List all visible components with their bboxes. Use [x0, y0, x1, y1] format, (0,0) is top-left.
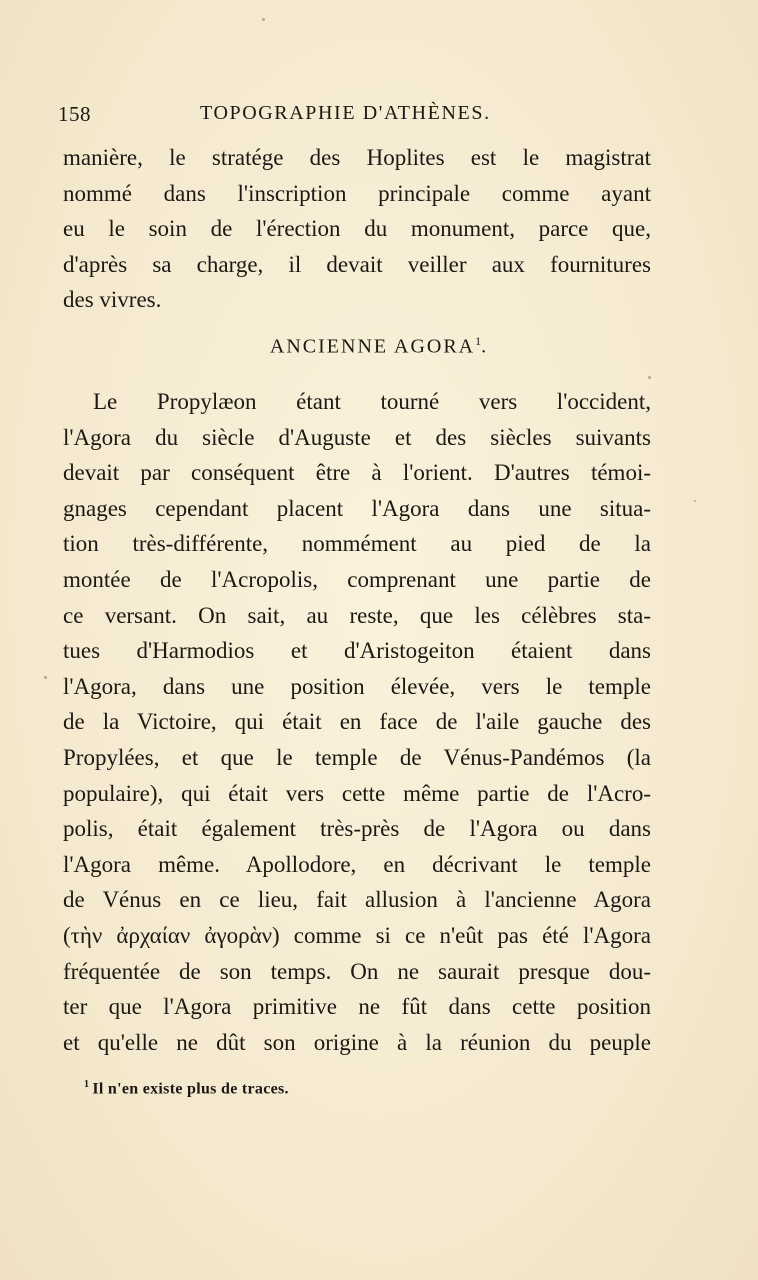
paper-speck — [648, 376, 651, 379]
text-line: l'Agora, dans une position élevée, vers le temple — [63, 673, 651, 699]
section-heading — [0, 334, 758, 359]
text-line: populaire), qui était vers cette même partie de l'Acro- — [63, 780, 651, 806]
text-line: devait par conséquent être à l'orient. D'autres témoi- — [63, 460, 651, 486]
text-line: (τὴν ἀρχαίαν ἀγορὰν) comme si ce n'eût pas été l'Agora — [63, 922, 651, 948]
text-line: polis, était également très-près de l'Agora ou dans — [63, 816, 651, 842]
page-number: 158 — [58, 102, 91, 126]
paragraph-1 — [63, 140, 651, 318]
paper-speck — [694, 500, 696, 502]
text-line: ce versant. On sait, au reste, que les célèbres sta- — [63, 602, 651, 628]
text-line: des vivres. — [63, 287, 162, 313]
text-line: l'Agora même. Apollodore, en décrivant le temple — [63, 851, 651, 877]
text-line: eu le soin de l'érection du monument, parce que, — [63, 216, 651, 242]
paper-speck — [262, 18, 265, 21]
text-line: d'après sa charge, il devait veiller aux fournitures — [63, 251, 651, 277]
text-line: de Vénus en ce lieu, fait allusion à l'ancienne Agora — [63, 887, 651, 913]
paragraph-2 — [63, 384, 651, 1060]
text-line: fréquentée de son temps. On ne saurait presque dou- — [63, 958, 651, 984]
text-line: ter que l'Agora primitive ne fût dans cette position — [63, 994, 651, 1020]
section-heading-text: ANCIENNE AGORA — [269, 335, 476, 358]
footnote-reference: 1 — [475, 334, 482, 348]
footnote — [84, 1079, 289, 1098]
running-title: TOPOGRAPHIE D'ATHÈNES. — [200, 102, 491, 124]
text-line: gnages cependant placent l'Agora dans une situa- — [63, 495, 651, 521]
page-header — [58, 102, 658, 134]
paper-speck — [44, 676, 47, 679]
text-line: manière, le stratége des Hoplites est le magistrat — [63, 145, 651, 170]
text-line: tues d'Harmodios et d'Aristogeiton étaient dans — [63, 638, 651, 664]
text-line: Le Propylæon étant tourné vers l'occident, — [93, 389, 651, 414]
text-line: et qu'elle ne dût son origine à la réunion du peuple — [63, 1029, 651, 1055]
section-heading-suffix: . — [481, 335, 489, 358]
footnote-mark: 1 — [84, 1079, 90, 1090]
text-line: montée de l'Acropolis, comprenant une partie de — [63, 566, 651, 592]
footnote-text: Il n'en existe plus de traces. — [92, 1080, 289, 1098]
text-line: nommé dans l'inscription principale comme ayant — [63, 180, 651, 206]
text-line: de la Victoire, qui était en face de l'aile gauche des — [63, 709, 651, 735]
text-line: Propylées, et que le temple de Vénus-Pandémos (la — [63, 744, 651, 770]
text-line: l'Agora du siècle d'Auguste et des siècles suivants — [63, 424, 651, 450]
text-line: tion très-différente, nommément au pied de la — [63, 531, 651, 557]
